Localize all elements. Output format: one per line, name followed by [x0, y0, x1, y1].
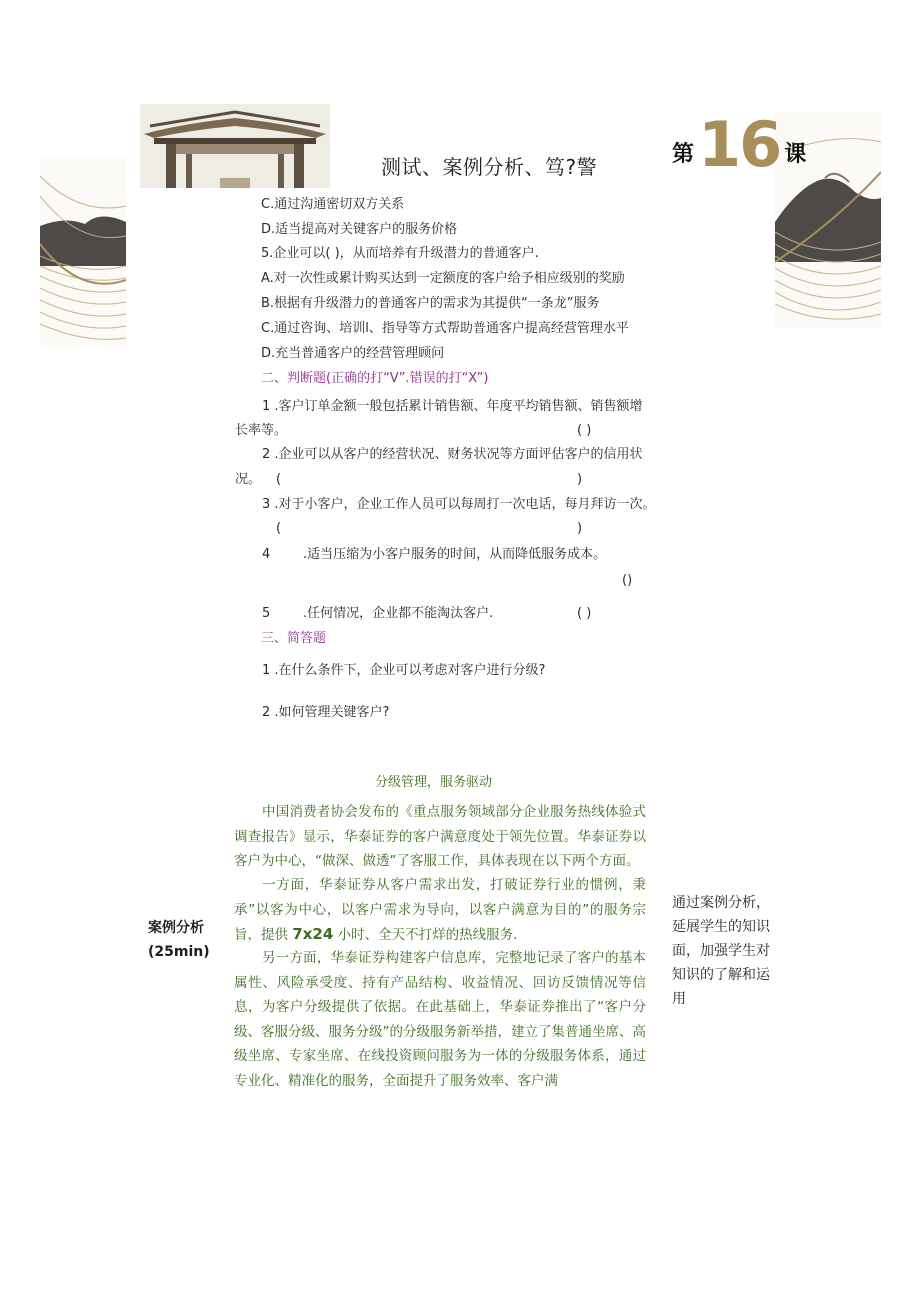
judge-q4-number: 4	[262, 547, 271, 562]
case-label	[148, 916, 210, 964]
choice-q5-stem: 5.企业可以( )，从而培养有升级潜力的普通客户.	[261, 246, 539, 261]
judge-q3-open: (	[276, 521, 282, 536]
judge-q2-line2: 况。	[235, 472, 262, 487]
case-paragraph-2-hours: 7x24	[292, 925, 334, 943]
judge-q1-answer: ( )	[577, 423, 592, 438]
case-paragraph-1: 中国消费者协会发布的《重点服务领域部分企业服务热线体验式调查报告》显示，华泰证券的客户满意度处于领先位置。华泰证券以客户为中心，“做深、做透”了客服工作，具体表现在以下两个方面。	[234, 804, 646, 869]
mountain-lines-left	[40, 156, 126, 348]
choice-q5-b: B.根据有升级潜力的普通客户的需求为其提供“一条龙”服务	[261, 296, 600, 311]
case-paragraph-2-a: 一方面，华泰证券从客户需求出发，打破证券行业的惯例，秉承”以客为中心，以客户需求为导向，以客户满意为目的”的服务宗旨，提供	[234, 877, 646, 943]
judge-q5-answer: ( )	[577, 606, 592, 621]
short-heading: 三、简答题	[261, 631, 327, 646]
choice-q5-a: A.对一次性或累计购买达到一定额度的客户给予相应级别的奖励	[261, 271, 625, 286]
case-paragraph-2	[234, 873, 646, 948]
case-paragraph-2-b: 小时、全天不打烊的热线服务.	[333, 927, 518, 943]
judge-heading: 二、判断题(正确的打“V”.错误的打“X”)	[261, 371, 489, 386]
judge-q3-line1: 3 .对于小客户，企业工作人员可以每周打一次电话，每月拜访一次。	[262, 497, 656, 512]
case-title: 分级管理，服务驱动	[375, 775, 493, 790]
judge-q2-open: (	[276, 472, 282, 487]
lesson-prefix: 第	[672, 141, 695, 167]
lesson-suffix: 课	[784, 141, 807, 167]
choice-q4-d: D.适当提高对关键客户的服务价格	[261, 222, 458, 237]
judge-q2-line1: 2 .企业可以从客户的经营状况、财务状况等方面评估客户的信用状	[262, 447, 643, 462]
temple-gate-illustration	[140, 104, 330, 188]
lesson-number: 16	[698, 107, 781, 181]
case-label-duration: (25min)	[148, 944, 210, 960]
teaching-note: 通过案例分析，延展学生的知识面，加强学生对知识的了解和运用	[672, 895, 770, 1007]
case-paragraph-3: 另一方面，华泰证券构建客户信息库，完整地记录了客户的基本属性、风险承受度、持有产品结构、收益情况、回访反馈情况等信息，为客户分级提供了依据。在此基础上，华泰证券推出了“客户分级、客服分级、服务分级”的分级服务新举措，建立了集普通坐席、高级坐席、专家坐席、在线投资顾问服务为一体的分级服务体系，通过专业化、精准化的服务，全面提升了服务效率、客户满	[234, 950, 646, 1089]
short-q1: 1 .在什么条件下，企业可以考虑对客户进行分级?	[262, 663, 546, 678]
judge-q5-number: 5	[262, 606, 271, 621]
judge-q1-line1: 1 .客户订单金额一般包括累计销售额、年度平均销售额、销售额增	[262, 399, 643, 414]
judge-q1-line2: 长率等。	[235, 423, 288, 438]
choice-q5-d: D.充当普通客户的经营管理顾问	[261, 346, 445, 361]
judge-q3-close: )	[577, 521, 583, 536]
choice-q5-c: C.通过咨询、培训l、指导等方式帮助普通客户提高经营管理水平	[261, 321, 629, 336]
short-q2: 2 .如何管理关键客户?	[262, 705, 390, 720]
case-label-name: 案例分析	[148, 920, 204, 936]
judge-q4-answer: ()	[622, 573, 633, 588]
page-title: 测试、案例分析、笃?警	[381, 155, 598, 179]
judge-q4-text: .适当压缩为小客户服务的时间，从而降低服务成本。	[303, 547, 607, 562]
choice-q4-c: C.通过沟通密切双方关系	[261, 197, 405, 212]
lesson-number-badge	[672, 106, 806, 182]
judge-q5-text: .任何情况，企业都不能淘汰客户.	[303, 606, 494, 621]
judge-q2-close: )	[577, 472, 583, 487]
